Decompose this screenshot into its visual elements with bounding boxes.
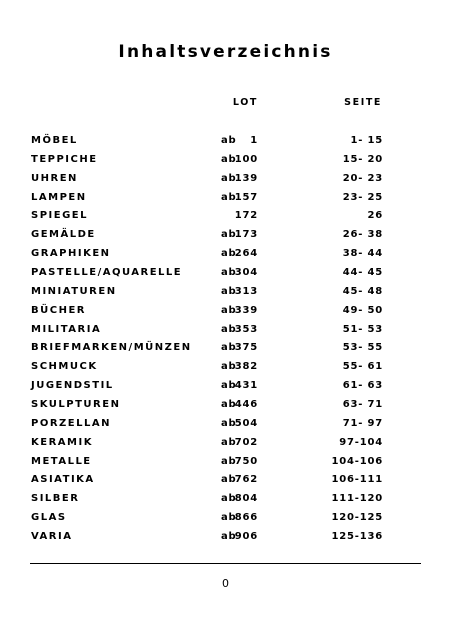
toc-row: [0, 418, 451, 437]
toc-lot-number: 313: [234, 285, 258, 297]
toc-category: GEMÄLDE: [31, 229, 96, 241]
toc-lot-number: 172: [234, 210, 258, 222]
toc-page-range: 111-120: [331, 493, 383, 505]
toc-ab-prefix: ab: [221, 361, 237, 373]
toc-row: [0, 361, 451, 380]
toc-ab-prefix: ab: [221, 474, 237, 486]
toc-category: KERAMIK: [31, 436, 93, 448]
toc-ab-prefix: ab: [221, 135, 237, 146]
toc-lot-number: 762: [234, 474, 258, 486]
toc-category: JUGENDSTIL: [31, 380, 114, 392]
toc-ab-prefix: ab: [221, 530, 237, 542]
toc-category: TEPPICHE: [31, 153, 98, 165]
toc-page-range: 106-111: [331, 474, 383, 486]
toc-lot-number: 906: [234, 530, 258, 542]
toc-page-range: 104-106: [331, 455, 383, 467]
toc-row: [0, 324, 451, 343]
toc-ab-prefix: ab: [221, 304, 237, 316]
toc-lot-number: 100: [234, 153, 258, 165]
toc-page-range: 45- 48: [342, 285, 383, 297]
toc-category: GRAPHIKEN: [31, 248, 111, 260]
toc-lot-number: 157: [234, 191, 258, 203]
toc-ab-prefix: ab: [221, 342, 237, 354]
toc-row: [0, 135, 451, 154]
toc-lot-number: 866: [234, 512, 258, 523]
toc-category: GLAS: [31, 512, 67, 523]
toc-lot-number: 353: [234, 323, 258, 335]
seite-column-header: SEITE: [344, 97, 382, 108]
toc-row: [0, 399, 451, 418]
toc-lot-number: 750: [234, 455, 258, 467]
toc-lot-number: 702: [234, 436, 258, 448]
toc-category: BÜCHER: [31, 304, 86, 316]
toc-page-range: 51- 53: [342, 323, 383, 335]
toc-category: BRIEFMARKEN/MÜNZEN: [31, 342, 192, 354]
toc-ab-prefix: ab: [221, 285, 237, 297]
toc-page-range: 23- 25: [342, 191, 383, 203]
toc-ab-prefix: ab: [221, 191, 237, 203]
toc-category: VARIA: [31, 530, 73, 542]
toc-category: PORZELLAN: [31, 417, 111, 429]
toc-ab-prefix: ab: [221, 380, 237, 392]
toc-ab-prefix: ab: [221, 172, 237, 184]
toc-row: [0, 248, 451, 267]
toc-lot-number: 804: [234, 493, 258, 505]
toc-row: [0, 210, 451, 229]
toc-row: [0, 267, 451, 286]
toc-category: MINIATUREN: [31, 285, 117, 297]
toc-ab-prefix: ab: [221, 229, 237, 241]
toc-page-range: 53- 55: [342, 342, 383, 354]
toc-row: [0, 456, 451, 475]
toc-ab-prefix: ab: [221, 512, 237, 523]
page-number: 0: [222, 577, 229, 590]
toc-row: [0, 531, 451, 550]
toc-page-range: 1- 15: [350, 135, 383, 146]
toc-ab-prefix: ab: [221, 455, 237, 467]
toc-ab-prefix: ab: [221, 323, 237, 335]
toc-category: LAMPEN: [31, 191, 87, 203]
toc-lot-number: 446: [234, 398, 258, 410]
toc-category: UHREN: [31, 172, 78, 184]
toc-lot-number: 375: [234, 342, 258, 354]
toc-ab-prefix: ab: [221, 493, 237, 505]
toc-lot-number: 264: [234, 248, 258, 260]
toc-lot-number: 382: [234, 361, 258, 373]
toc-row: [0, 229, 451, 248]
toc-category: SILBER: [31, 493, 80, 505]
toc-row: [0, 512, 451, 531]
toc-page-range: 61- 63: [342, 380, 383, 392]
toc-row: [0, 173, 451, 192]
toc-lot-number: 504: [234, 417, 258, 429]
toc-page-range: 26- 38: [342, 229, 383, 241]
toc-ab-prefix: ab: [221, 436, 237, 448]
toc-row: [0, 286, 451, 305]
toc-page-range: 49- 50: [342, 304, 383, 316]
toc-ab-prefix: ab: [221, 248, 237, 260]
toc-page-range: 20- 23: [342, 172, 383, 184]
toc-category: ASIATIKA: [31, 474, 95, 486]
toc-category: SPIEGEL: [31, 210, 88, 222]
toc-category: PASTELLE/AQUARELLE: [31, 267, 183, 278]
toc-category: METALLE: [31, 455, 92, 467]
toc-page-range: 71- 97: [342, 417, 383, 429]
toc-ab-prefix: ab: [221, 398, 237, 410]
toc-lot-number: 431: [234, 380, 258, 392]
toc-row: [0, 437, 451, 456]
page-title: Inhaltsverzeichnis: [118, 42, 333, 62]
toc-page-range: 38- 44: [342, 248, 383, 260]
toc-category: MILITARIA: [31, 323, 102, 335]
toc-page-range: 97-104: [339, 436, 383, 448]
toc-page-range: 120-125: [331, 512, 383, 523]
toc-lot-number: 1: [250, 135, 258, 146]
toc-page-range: 125-136: [331, 530, 383, 542]
toc-lot-number: 339: [234, 304, 258, 316]
toc-ab-prefix: ab: [221, 267, 237, 278]
toc-row: [0, 342, 451, 361]
toc-page-range: 63- 71: [342, 398, 383, 410]
toc-row: [0, 154, 451, 173]
toc-category: SKULPTUREN: [31, 398, 121, 410]
toc-page-range: 15- 20: [342, 153, 383, 165]
toc-page-range: 55- 61: [342, 361, 383, 373]
lot-column-header: LOT: [232, 97, 258, 108]
toc-ab-prefix: ab: [221, 153, 237, 165]
toc-row: [0, 493, 451, 512]
toc-page-range: 44- 45: [342, 267, 383, 278]
toc-lot-number: 139: [234, 172, 258, 184]
toc-category: SCHMUCK: [31, 361, 98, 373]
toc-category: MÖBEL: [31, 135, 78, 146]
toc-row: [0, 192, 451, 211]
toc-ab-prefix: ab: [221, 417, 237, 429]
toc-lot-number: 304: [234, 267, 258, 278]
toc-row: [0, 474, 451, 493]
toc-row: [0, 305, 451, 324]
toc-row: [0, 380, 451, 399]
footer-divider: [30, 563, 421, 564]
toc-lot-number: 173: [234, 229, 258, 241]
toc-page-range: 26: [367, 210, 383, 222]
